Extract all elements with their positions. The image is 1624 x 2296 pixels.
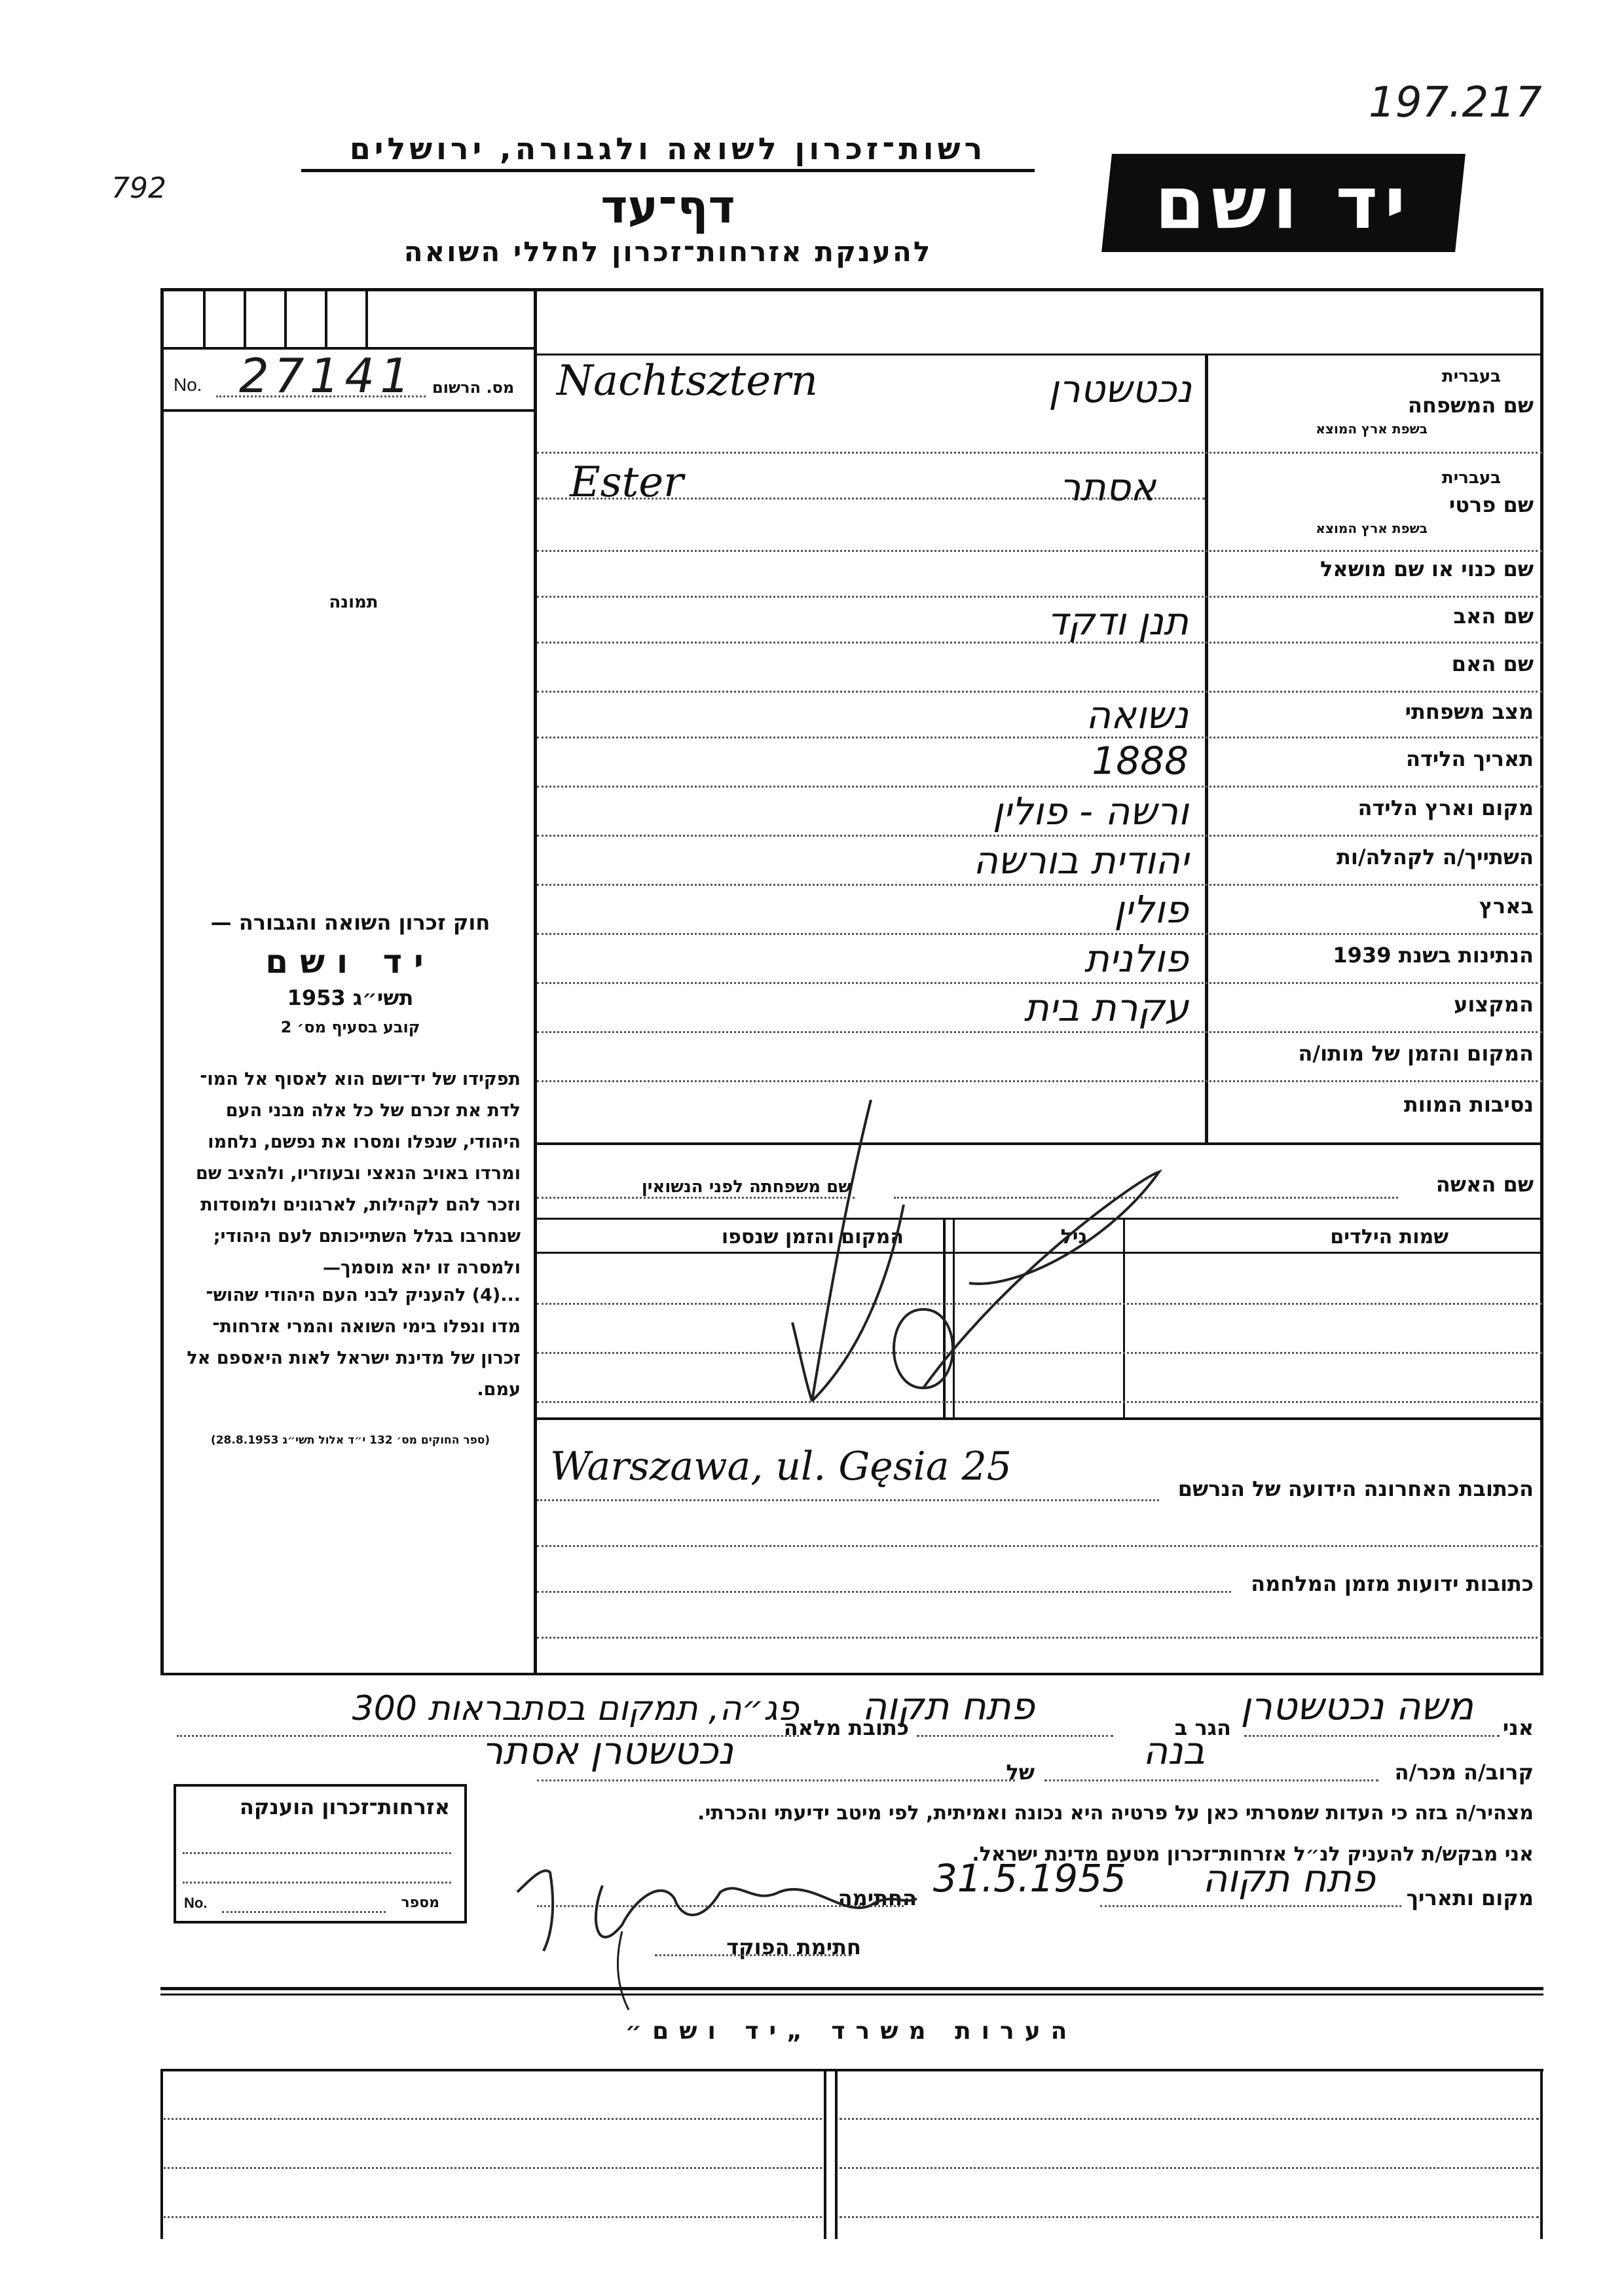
citizenship-1939-label: הנתינות בשנת 1939 xyxy=(1333,943,1534,968)
profession-label: המקצוע xyxy=(1454,992,1534,1017)
full-address-label: כתובת מלאה xyxy=(783,1715,909,1740)
wife-label: שם האשה xyxy=(1435,1172,1534,1197)
first-name-label: שם פרטי xyxy=(1449,492,1534,517)
profession-value: עקרת בית xyxy=(1024,985,1189,1030)
citizenship-box-no: No. xyxy=(184,1895,208,1911)
law-section: קובע בסעיף מס׳ 2 xyxy=(280,1018,420,1036)
place-date-label: מקום ותאריך xyxy=(1406,1886,1534,1910)
marital-status-label: מצב משפחתי xyxy=(1405,699,1534,724)
citizenship-granted-box xyxy=(174,1784,467,1923)
lives-in-label: הגר ב xyxy=(1174,1715,1231,1740)
law-title: חוק זכרון השואה והגבורה — xyxy=(210,910,490,935)
org-underline xyxy=(301,169,1035,172)
mother-name-label: שם האם xyxy=(1451,651,1534,676)
father-name-value: תנן ודקד xyxy=(1047,599,1189,644)
citizenship-box-number-label: מספר xyxy=(401,1895,439,1911)
family-name-sub-origin: בשפת ארץ המוצא xyxy=(1316,421,1428,437)
birth-place-label: מקום וארץ הלידה xyxy=(1357,795,1534,820)
org-name: רשות־זכרון לשואה ולגבורה, ירושלים xyxy=(349,131,987,166)
first-name-sub-hebrew: בעברית xyxy=(1441,468,1501,488)
law-paragraph-1: תפקידו של יד־ושם הוא לאסוף אל המו־ לדת את זכרם של כל אלה מבני העם היהודי, שנפלו ומסרו את נפשם, נלחמו ומרדו באויב הנאצי ובעוזריו, ולהציב שם וזכר להם לקהילות, לארגונים ולמוסדות שנחרבו בגלל השתייכותם לעם היהודי; ולמסרה זו יהא מוסמך— xyxy=(195,1069,521,1278)
signature-label: החתימה xyxy=(838,1886,917,1910)
declarant-name: משה נכטשטרן xyxy=(1240,1684,1473,1728)
birth-date-value: 1888 xyxy=(1092,738,1189,783)
country-label: בארץ xyxy=(1479,894,1534,919)
death-circumstances-label: נסיבות המוות xyxy=(1403,1092,1534,1117)
family-name-sub-hebrew: בעברית xyxy=(1441,367,1501,386)
family-name-label: שם המשפחה xyxy=(1407,393,1534,418)
statement-line-2: אני מבקש/ת להעניק לנ״ל אזרחות־זכרון מטעם מדינת ישראל. xyxy=(972,1843,1534,1866)
form-subtitle: להענקת אזרחות־זכרון לחללי השואה xyxy=(403,236,932,268)
community-label: השתייך/ה לקהלה/ות xyxy=(1336,845,1534,869)
of-label: של xyxy=(1006,1760,1035,1785)
citizenship-box-title: אזרחות־זכרון הוענקה xyxy=(239,1795,450,1819)
declarant-address: פג״ה, תמקום בסתבראות 300 xyxy=(352,1689,799,1728)
witness-scribble xyxy=(773,1074,1166,1440)
relative-label: קרוב/ה מכר/ה xyxy=(1394,1760,1534,1785)
declarant-city: פתח תקוה xyxy=(862,1684,1035,1728)
nickname-label: שם כנוי או שם מושאל xyxy=(1320,556,1534,581)
relation-value: בנה xyxy=(1143,1728,1205,1773)
wife-maiden-label: שם משפחתה לפני הנשואין xyxy=(641,1177,851,1197)
children-place-header: המקום והזמן שנספו xyxy=(721,1226,904,1248)
law-year: תשי״ג 1953 xyxy=(287,985,414,1010)
relative-of-value: נכטשטרן אסתר xyxy=(481,1728,733,1773)
reg-label: מס. הרשום xyxy=(432,378,515,397)
declarant-i-label: אני xyxy=(1502,1715,1534,1740)
office-notes-title: הערות משרד „יד ושם״ xyxy=(625,2018,1078,2045)
reg-no-label: No. xyxy=(174,374,202,395)
citizenship-1939-value: פולנית xyxy=(1084,936,1189,981)
declaration-date: 31.5.1955 xyxy=(932,1856,1126,1901)
corner-left-number: 792 xyxy=(111,172,166,205)
first-name-hebrew: אסתר xyxy=(1059,465,1156,509)
logo-text: יד ושם xyxy=(1154,161,1412,245)
marital-status-value: נשואה xyxy=(1086,693,1189,737)
first-name-latin: Ester xyxy=(570,458,684,507)
country-value: פולין xyxy=(1114,887,1189,932)
community-value: יהודית בורשה xyxy=(973,838,1189,883)
birth-place-value: ורשה - פולין xyxy=(992,789,1189,833)
law-reference: (ספר החוקים מס׳ 132 י״ד אלול תשי״ג 28.8.1953) xyxy=(210,1434,490,1447)
last-address-label: הכתובת האחרונה הידועה של הנרשם xyxy=(1177,1476,1534,1501)
law-paragraph-2: ...(4) להעניק לבני העם היהודי שהוש־ מדו ונפלו בימי השואה והמרי אזרחות־ זכרון של מדינת ישראל לאות היאספם אל עמם. xyxy=(187,1285,521,1400)
family-name-latin: Nachtsztern xyxy=(557,357,818,405)
birth-date-label: תאריך הלידה xyxy=(1405,746,1534,771)
children-age-header: גיל xyxy=(1060,1226,1087,1248)
family-name-hebrew: נכטשטרן xyxy=(1048,367,1192,411)
statement-line-1: מצהיר/ה בזה כי העדות שמסרתי כאן על פרטיה היא נכונה ואמיתית, לפי מיטב ידיעתי והכרתי. xyxy=(697,1802,1534,1825)
law-name: יד ושם xyxy=(265,943,435,981)
photo-label: תמונה xyxy=(329,592,378,612)
war-addresses-label: כתובות ידועות מזמן המלחמה xyxy=(1251,1571,1534,1596)
father-name-label: שם האב xyxy=(1453,604,1534,629)
death-place-time-label: המקום והזמן של מותו/ה xyxy=(1298,1041,1534,1066)
corner-right-number: 197.217 xyxy=(1369,79,1542,127)
first-name-sub-origin: בשפת ארץ המוצא xyxy=(1316,520,1428,536)
declaration-place: פתח תקוה xyxy=(1202,1856,1375,1901)
form-title: דף־עד xyxy=(600,180,735,234)
yad-vashem-logo xyxy=(1101,154,1466,252)
children-names-header: שמות הילדים xyxy=(1330,1226,1449,1248)
reg-number: 27141 xyxy=(239,348,416,403)
officer-signature-label: חתימת הפוקד xyxy=(726,1935,861,1959)
last-address-value: Warszawa, ul. Gęsia 25 xyxy=(550,1444,1012,1489)
